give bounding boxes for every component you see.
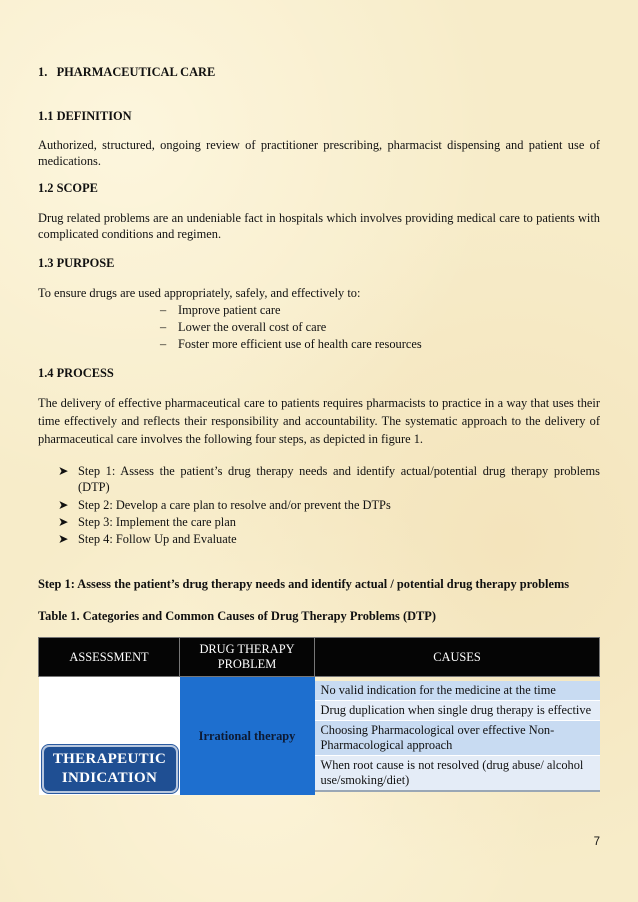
cause-item: When root cause is not resolved (drug abuse/ alcohol use/smoking/diet) [315, 756, 600, 792]
cause-item: Choosing Pharmacological over effective Non-Pharmacological approach [315, 721, 600, 756]
page-number: 7 [593, 836, 600, 848]
purpose-list-item: – Improve patient care [160, 303, 281, 317]
dash-bullet: – [160, 320, 167, 334]
purpose-list-item: – Lower the overall cost of care [160, 320, 327, 334]
purpose-list-item: – Foster more efficient use of health care resources [160, 337, 422, 351]
process-text: The delivery of effective pharmaceutical care to patients requires pharmacists to practice in a way that uses their time effectively and reflects their responsibility and accountability. The systematic approach to the delivery of pharmaceutical care involves the following four steps, as depicted in figure 1. [38, 396, 600, 446]
problem-cell: Irrational therapy [180, 677, 315, 796]
scope-text: Drug related problems are an undeniable fact in hospitals which involves providing medical care to patients with complicated conditions and regimen. [38, 211, 600, 241]
arrow-bullet-icon: ➤ [58, 532, 69, 546]
arrow-bullet-icon: ➤ [58, 498, 69, 512]
step-list-item: ➤ Step 4: Follow Up and Evaluate [58, 532, 237, 546]
therapeutic-indication-badge: THERAPEUTIC INDICATION [42, 745, 178, 793]
definition-title: 1.1 DEFINITION [38, 109, 132, 123]
dash-bullet: – [160, 303, 167, 317]
arrow-bullet-icon: ➤ [58, 515, 69, 529]
causes-cell [315, 677, 600, 796]
purpose-title: 1.3 PURPOSE [38, 256, 115, 270]
cause-item: No valid indication for the medicine at the time [315, 681, 600, 701]
table-row [39, 677, 600, 796]
step-list-item: ➤ Step 3: Implement the care plan [58, 515, 236, 529]
cause-item: Drug duplication when single drug therapy is effective [315, 701, 600, 721]
table-caption: Table 1. Categories and Common Causes of Drug Therapy Problems (DTP) [38, 609, 436, 623]
header-drug-therapy-problem: DRUG THERAPY PROBLEM [180, 638, 315, 677]
definition-text: Authorized, structured, ongoing review of practitioner prescribing, pharmacist dispensing and patient use of medications. [38, 138, 600, 168]
purpose-intro: To ensure drugs are used appropriately, safely, and effectively to: [38, 286, 361, 300]
arrow-bullet-icon: ➤ [58, 464, 69, 478]
scope-title: 1.2 SCOPE [38, 181, 98, 195]
process-title: 1.4 PROCESS [38, 366, 114, 380]
step-list-item: ➤ Step 1: Assess the patient’s drug therapy needs and identify actual/potential drug therapy problems (DTP) [58, 464, 600, 494]
section-heading: 1. PHARMACEUTICAL CARE [38, 65, 216, 79]
table-header-row [39, 638, 600, 677]
header-assessment: ASSESSMENT [39, 638, 180, 677]
dash-bullet: – [160, 337, 167, 351]
step1-heading: Step 1: Assess the patient’s drug therapy needs and identify actual / potential drug therapy problems [38, 577, 570, 591]
dtp-table [38, 637, 600, 795]
header-causes: CAUSES [315, 638, 600, 677]
assessment-cell [39, 677, 180, 796]
step-list-item: ➤ Step 2: Develop a care plan to resolve and/or prevent the DTPs [58, 498, 391, 512]
